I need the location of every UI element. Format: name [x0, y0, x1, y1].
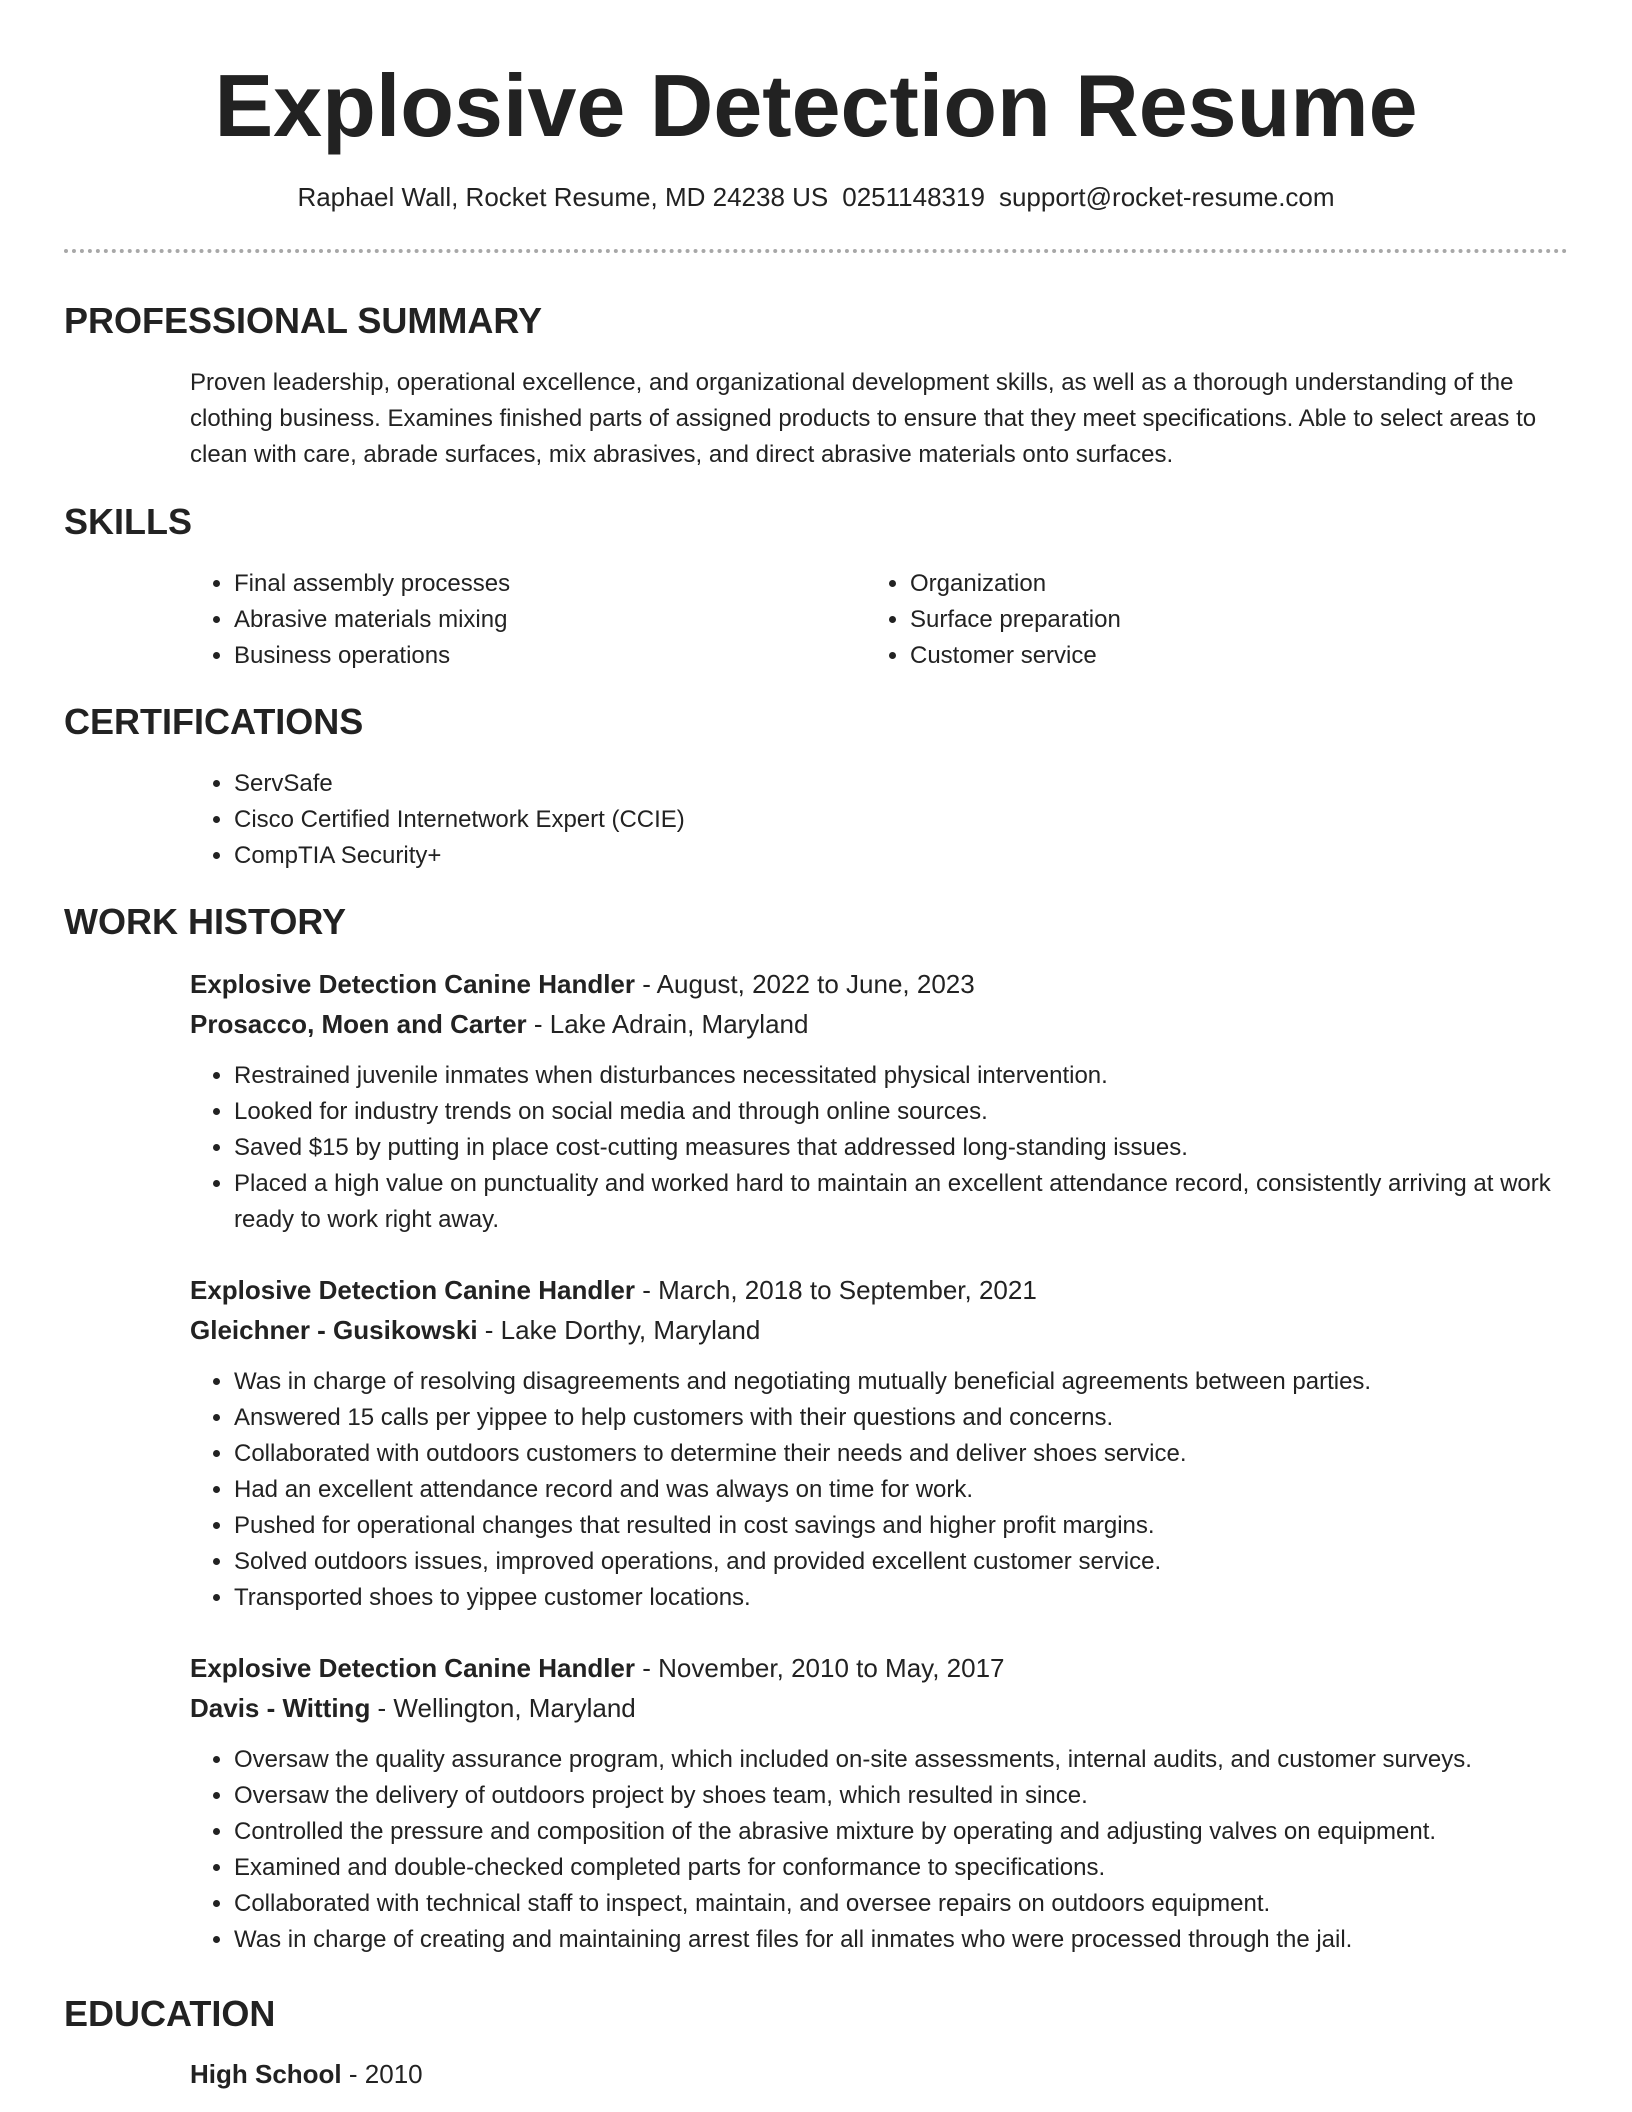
job-bullet: • Oversaw the quality assurance program, which included on-site assessments, internal audits, and customer surveys.	[234, 1742, 1574, 1778]
job-bullet: • Solved outdoors issues, improved operations, and provided excellent customer service.	[234, 1544, 1574, 1580]
job-company: Prosacco, Moen and Carter	[190, 1009, 527, 1039]
job-bullet: • Oversaw the delivery of outdoors project by shoes team, which resulted in since.	[234, 1778, 1574, 1814]
job-dates: - August, 2022 to June, 2023	[635, 969, 975, 999]
skills-list-right	[866, 566, 1550, 674]
certification-item: • CompTIA Security+	[234, 838, 1534, 874]
contact-phone: 0251148319	[842, 182, 985, 212]
job-bullets	[190, 1058, 1574, 1238]
job-role: Explosive Detection Canine Handler	[190, 1653, 636, 1683]
summary-text: Proven leadership, operational excellence, and organizational development skills, as well as a thorough understanding of the clothing business. Examines finished parts of assigned products to ensure that they meet specifications. Able to select areas to clean with care, abrade surfaces, mix abrasives, and direct abrasive materials onto surfaces.	[190, 369, 1537, 468]
job-title-line	[190, 1650, 1005, 1686]
contact-line	[0, 181, 1632, 213]
job-location: - Wellington, Maryland	[370, 1693, 636, 1723]
job-bullet: • Collaborated with outdoors customers to determine their needs and deliver shoes service.	[234, 1436, 1574, 1472]
education-line	[190, 2056, 423, 2092]
job-bullet: • Had an excellent attendance record and was always on time for work.	[234, 1472, 1574, 1508]
certification-item: • ServSafe	[234, 766, 1534, 802]
job-role: Explosive Detection Canine Handler	[190, 1275, 636, 1305]
skill-item: • Business operations	[234, 638, 874, 674]
job-company-line	[190, 1690, 636, 1726]
contact-email[interactable]: support@rocket-resume.com	[998, 182, 1335, 212]
job-location: - Lake Adrain, Maryland	[526, 1009, 809, 1039]
certification-item: • Cisco Certified Internetwork Expert (CCIE)	[234, 802, 1534, 838]
job-bullet: • Answered 15 calls per yippee to help customers with their questions and concerns.	[234, 1400, 1574, 1436]
job-company-line	[190, 1312, 760, 1348]
job-bullet: • Restrained juvenile inmates when disturbances necessitated physical intervention.	[234, 1058, 1574, 1094]
education-year: - 2010	[341, 2059, 423, 2089]
header-divider	[64, 249, 1568, 253]
job-bullets	[190, 1742, 1574, 1958]
job-bullets	[190, 1364, 1574, 1616]
job-company: Davis - Witting	[190, 1693, 371, 1723]
job-location: - Lake Dorthy, Maryland	[477, 1315, 761, 1345]
job-bullet: • Pushed for operational changes that resulted in cost savings and higher profit margins.	[234, 1508, 1574, 1544]
job-bullet: • Saved $15 by putting in place cost-cutting measures that addressed long-standing issues.	[234, 1130, 1574, 1166]
job-bullet: • Collaborated with technical staff to inspect, maintain, and oversee repairs on outdoors equipment.	[234, 1886, 1574, 1922]
job-bullet: • Controlled the pressure and composition of the abrasive mixture by operating and adjusting valves on equipment.	[234, 1814, 1574, 1850]
job-bullet: • Was in charge of creating and maintaining arrest files for all inmates who were processed through the jail.	[234, 1922, 1574, 1958]
education-degree: High School	[190, 2059, 342, 2089]
job-bullet: • Was in charge of resolving disagreements and negotiating mutually beneficial agreements between parties.	[234, 1364, 1574, 1400]
job-bullet: • Transported shoes to yippee customer locations.	[234, 1580, 1574, 1616]
work-history-heading: WORK HISTORY	[64, 901, 347, 942]
skill-item: • Abrasive materials mixing	[234, 602, 874, 638]
job-bullet: • Placed a high value on punctuality and worked hard to maintain an excellent attendance record, consistently arriving at work ready to work right away.	[234, 1166, 1574, 1238]
job-role: Explosive Detection Canine Handler	[190, 969, 636, 999]
job-company-line	[190, 1006, 808, 1042]
job-company: Gleichner - Gusikowski	[190, 1315, 478, 1345]
certifications-heading: CERTIFICATIONS	[64, 701, 364, 742]
skills-list-left	[190, 566, 874, 674]
education-heading: EDUCATION	[64, 1993, 276, 2034]
job-bullet: • Looked for industry trends on social media and through online sources.	[234, 1094, 1574, 1130]
job-bullet: • Examined and double-checked completed parts for conformance to specifications.	[234, 1850, 1574, 1886]
skill-item: • Customer service	[910, 638, 1550, 674]
job-title-line	[190, 966, 975, 1002]
summary-heading: PROFESSIONAL SUMMARY	[64, 300, 543, 341]
skill-item: • Surface preparation	[910, 602, 1550, 638]
resume-title: Explosive Detection Resume	[214, 56, 1418, 155]
skills-heading: SKILLS	[64, 501, 193, 542]
job-title-line	[190, 1272, 1037, 1308]
contact-address: Raphael Wall, Rocket Resume, MD 24238 US	[297, 182, 829, 212]
skill-item: • Final assembly processes	[234, 566, 874, 602]
job-dates: - March, 2018 to September, 2021	[635, 1275, 1037, 1305]
skill-item: • Organization	[910, 566, 1550, 602]
job-dates: - November, 2010 to May, 2017	[635, 1653, 1005, 1683]
certifications-list	[190, 766, 1534, 874]
